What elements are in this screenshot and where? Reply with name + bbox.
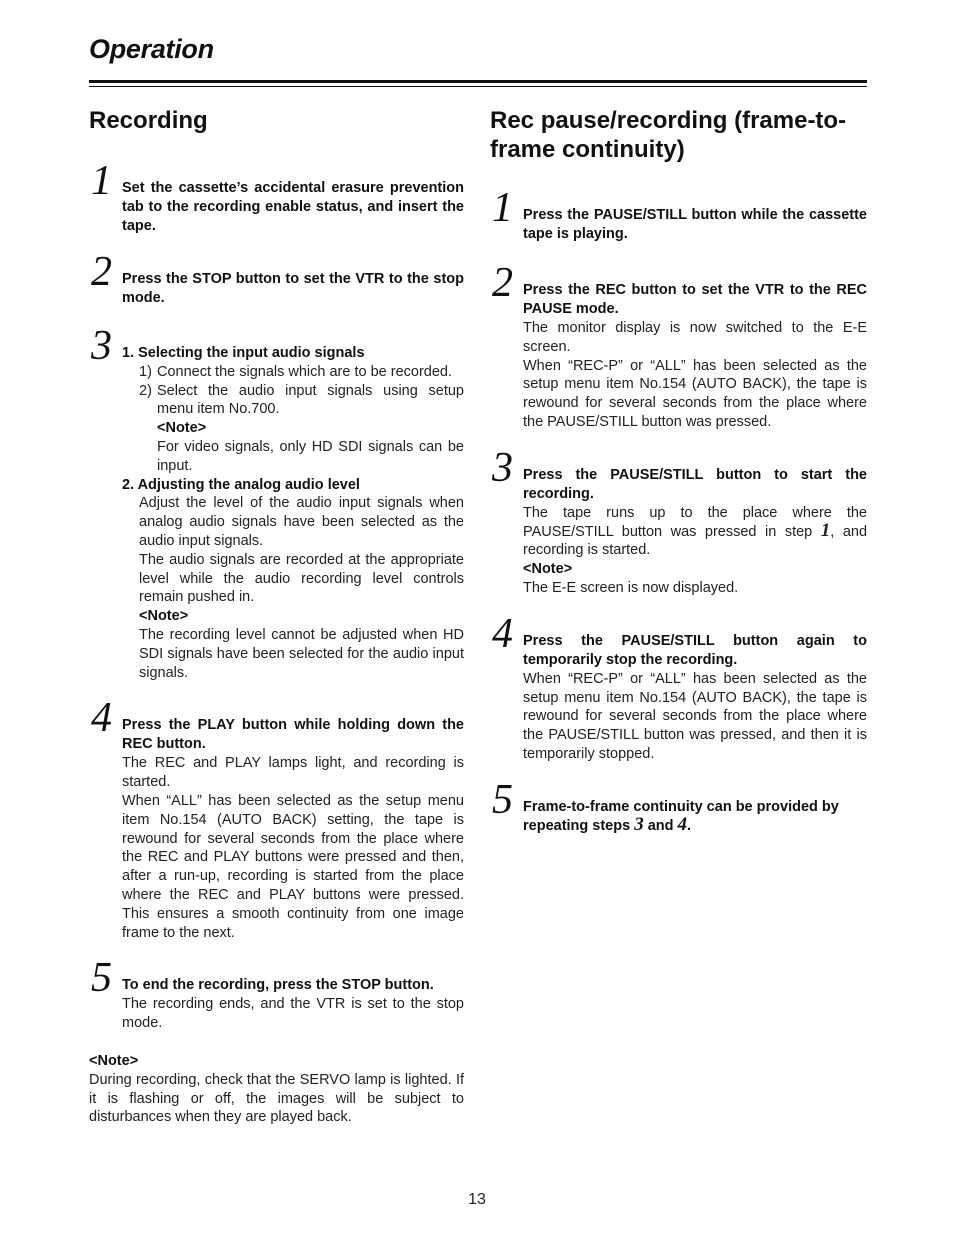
- paragraph: When “REC-P” or “ALL” has been selected as the setup menu item No.154 (AUTO BACK), the tape is rewound for several seconds from the place where the PAUSE/STILL button was pressed.: [523, 357, 867, 430]
- rec-pause-step-5: [490, 776, 867, 836]
- sub-list-item: [122, 382, 464, 476]
- paragraph: When “REC-P” or “ALL” has been selected as the setup menu item No.154 (AUTO BACK), the tape is rewound for several seconds from the place where the PAUSE/STILL button was pressed, and then it is temporarily stopped.: [523, 670, 867, 762]
- rec-pause-step-1: [490, 185, 867, 244]
- paragraph: Adjust the level of the audio input signals when analog audio signals have been selected as the audio input signals.: [139, 495, 464, 549]
- rec-pause-title: Rec pause/recording (frame-to-frame continuity): [490, 107, 847, 163]
- page-number: 13: [468, 1191, 486, 1208]
- recording-section: [89, 106, 464, 1127]
- step-instruction: Press the PAUSE/STILL button again to temporarily stop the recording.: [523, 632, 867, 668]
- step-instruction: To end the recording, press the STOP button.: [122, 977, 434, 994]
- paragraph: The recording ends, and the VTR is set to the stop mode.: [122, 996, 464, 1032]
- note-text: The recording level cannot be adjusted when HD SDI signals have been selected for the audio input signals.: [139, 626, 464, 681]
- step-number: 4: [91, 695, 112, 742]
- recording-step-2: [89, 249, 464, 308]
- rec-pause-step-2: [490, 260, 867, 432]
- recording-step-3: [89, 323, 464, 682]
- step-number: 1: [492, 185, 513, 231]
- sub-list-item: [122, 363, 464, 382]
- paragraph: When “ALL” has been selected as the setup menu item No.154 (AUTO BACK) setting, the tape is rewound for several seconds from the place where the REC and PLAY buttons were pressed and then, after a run-up, recording is started from the place where the REC and PLAY buttons were pressed. This ensures a smooth continuity from one image frame to the next.: [122, 792, 464, 941]
- note-label: <Note>: [157, 420, 207, 437]
- recording-step-4: [89, 695, 464, 942]
- recording-step-5: [89, 955, 464, 1033]
- step-number: 3: [91, 323, 112, 369]
- step-instruction: Press the REC button to set the VTR to the REC PAUSE mode.: [523, 282, 867, 317]
- step-reference: 4: [677, 813, 688, 835]
- paragraph-text: The tape runs up to the place where the PAUSE/STILL button was pressed in step: [523, 504, 867, 540]
- step-number: 1: [91, 158, 112, 204]
- step-number: 2: [492, 260, 513, 306]
- rec-pause-step-4: [490, 610, 867, 764]
- note-text: The E-E screen is now displayed.: [523, 579, 739, 596]
- note-label: <Note>: [523, 561, 573, 578]
- note-text: During recording, check that the SERVO lamp is lighted. If it is flashing or off, the images will be subject to disturbances when they are played back.: [89, 1071, 464, 1126]
- step-instruction: Press the PAUSE/STILL button to start the recording.: [523, 466, 867, 502]
- paragraph: The REC and PLAY lamps light, and recording is started.: [122, 755, 464, 791]
- recording-step-1: [89, 158, 464, 236]
- step-number: 3: [492, 444, 513, 491]
- instruction-text: Frame-to-frame continuity can be provided by repeating steps: [523, 798, 839, 834]
- step-number: 2: [91, 249, 112, 295]
- step-instruction: Press the PLAY button while holding down the REC button.: [122, 717, 464, 753]
- page-title: Operation: [89, 34, 214, 64]
- step-number: 5: [91, 955, 112, 1002]
- sub-item-number: 2): [139, 382, 152, 399]
- recording-title: Recording: [89, 107, 208, 134]
- analog-level-body: [122, 494, 464, 682]
- instruction-text: and: [643, 817, 678, 834]
- note-label: <Note>: [139, 608, 189, 625]
- step-number: 5: [492, 776, 513, 823]
- rec-pause-section: [490, 106, 867, 836]
- step-instruction: Press the STOP button to set the VTR to the stop mode.: [122, 271, 464, 306]
- paragraph-text: , and recording is started.: [523, 523, 868, 559]
- sub-heading-input-audio: 1. Selecting the input audio signals: [122, 345, 365, 361]
- sub-item-text: Select the audio input signals using setup menu item No.700.: [157, 382, 464, 418]
- step-reference: 1: [820, 519, 831, 541]
- rec-pause-step-3: [490, 444, 868, 598]
- sub-heading-analog-level: 2. Adjusting the analog audio level: [122, 476, 360, 493]
- step-instruction: Press the PAUSE/STILL button while the cassette tape is playing.: [523, 207, 867, 242]
- paragraph: The monitor display is now switched to the E-E screen.: [523, 320, 867, 355]
- step-reference: 3: [634, 813, 644, 835]
- paragraph: The audio signals are recorded at the appropriate level while the audio recording level controls remain pushed in.: [139, 551, 464, 606]
- sub-item-text: Connect the signals which are to be recorded.: [157, 363, 453, 380]
- header-rule-thick: [89, 80, 867, 83]
- recording-note: [89, 1052, 464, 1127]
- note-text: For video signals, only HD SDI signals can be input.: [157, 438, 464, 474]
- note-label: <Note>: [89, 1052, 139, 1069]
- step-instruction: Set the cassette’s accidental erasure prevention tab to the recording enable status, and insert the tape.: [122, 180, 464, 234]
- paragraph: [523, 504, 867, 560]
- step-instruction: [523, 798, 867, 836]
- header-rule-thin: [89, 86, 867, 87]
- sub-item-number: 1): [139, 363, 152, 380]
- instruction-text: .: [687, 817, 692, 834]
- step-number: 4: [492, 610, 513, 657]
